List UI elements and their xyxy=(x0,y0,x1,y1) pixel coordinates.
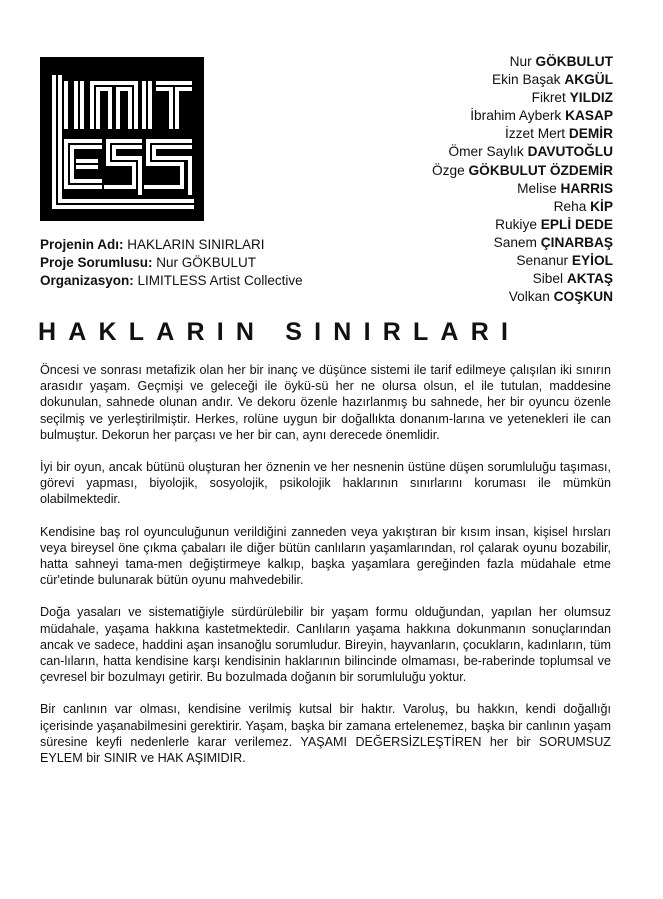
body-paragraph: İyi bir oyun, ancak bütünü oluşturan her öznenin ve her nesnenin üstüne düşen sorumluluğu taşıması, görevi yapması, biyolojik, sosyolojik, psikolojik haklarının sınırlarını koruması ile mümkün olabilmektedir. xyxy=(40,460,611,507)
participant xyxy=(353,252,613,270)
participant xyxy=(353,234,613,252)
participant-last-name: AKGÜL xyxy=(564,72,613,88)
project-lead-row xyxy=(40,254,370,272)
participant-last-name: GÖKBULUT xyxy=(535,54,613,69)
participant-first-name: Fikret xyxy=(531,90,570,106)
participant-first-name: Senanur xyxy=(516,253,572,269)
project-lead-value: Nur GÖKBULUT xyxy=(152,255,257,270)
participant xyxy=(353,89,613,107)
participant xyxy=(353,125,613,143)
participant-last-name: ÇINARBAŞ xyxy=(540,234,613,250)
participant xyxy=(353,71,613,89)
participant-first-name: Ömer Saylık xyxy=(448,144,528,160)
participant-first-name: Nur xyxy=(509,54,536,69)
participant-last-name: KASAP xyxy=(565,108,613,124)
participant-last-name: COŞKUN xyxy=(553,289,613,305)
project-name-value: HAKLARIN SINIRLARI xyxy=(123,237,265,252)
participant xyxy=(353,180,613,198)
document-body xyxy=(40,362,611,782)
participant xyxy=(353,143,613,161)
participant xyxy=(353,162,613,180)
participant-last-name: HARRIS xyxy=(560,180,613,196)
participant-last-name: DAVUTOĞLU xyxy=(527,144,613,160)
participant-last-name: EPLİ DEDE xyxy=(540,216,613,232)
participant xyxy=(353,270,613,288)
participant-last-name: AKTAŞ xyxy=(566,271,613,287)
project-info xyxy=(40,236,370,290)
participant xyxy=(353,107,613,125)
participant-first-name: Reha xyxy=(553,198,591,214)
body-paragraph: Kendisine baş rol oyunculuğunun verildiğini zanneden veya yakıştıran bir kısım insan, kişisel hırsları veya bireysel öne çıkma çabaları ile diğer bütün canlıların yaşamlarından, rol çalarak oyunu bozabilir, hatta sahneyi tama-men değiştirmeye kalkıp, başka yaşamlara gereğinden fazla müdahale etme cür'etinde bulunarak bütün oyunu mahvedebilir. xyxy=(40,524,611,588)
participant-first-name: Sibel xyxy=(532,271,567,287)
organization-row xyxy=(40,272,370,290)
participant-last-name: DEMİR xyxy=(568,126,613,142)
participant-first-name: Özge xyxy=(432,162,469,178)
participant xyxy=(353,216,613,234)
participant-first-name: Volkan xyxy=(508,289,554,305)
project-name-row xyxy=(40,236,370,254)
participant-last-name: EYİOL xyxy=(571,253,613,269)
organization-label: Organizasyon: xyxy=(40,273,134,288)
participant xyxy=(353,288,613,306)
participant-last-name: KİP xyxy=(590,198,613,214)
body-paragraph: Öncesi ve sonrası metafizik olan her bir inanç ve düşünce sistemi ile tarif edilmeye çalışılan iki sınırın arasıdır yaşam. Geçmişi ve geleceği ile öykü-sü her ne olursa olsun, el ile tutulan, maddesine dokunulan, sahnede olunan andır. Ve dekoru özenle hazırlanmış bu sahnede, her bir oyuncu özenle seçilmiş ve yerleştirilmiştir. Herkes, rolüne uygun bir doğallıkta donanım-larına ve yetenekleri ile can bulmuştur. Dekorun her parçası ve her bir can, aynı derecede önemlidir. xyxy=(40,363,611,442)
participant-first-name: Ekin Başak xyxy=(492,72,565,88)
participant-last-name: GÖKBULUT ÖZDEMİR xyxy=(468,162,613,178)
participant-first-name: Sanem xyxy=(493,234,541,250)
participant-first-name: İbrahim Ayberk xyxy=(470,108,566,124)
participant xyxy=(353,198,613,216)
document-title: HAKLARIN SINIRLARI xyxy=(38,318,521,346)
participant-first-name: İzzet Mert xyxy=(505,126,569,142)
limitless-logo-mark xyxy=(40,57,204,221)
participant-last-name: YILDIZ xyxy=(569,90,613,106)
project-name-label: Projenin Adı: xyxy=(40,237,124,252)
participant-first-name: Melise xyxy=(517,180,561,196)
participant xyxy=(353,53,613,71)
participant-first-name: Rukiye xyxy=(495,216,541,232)
limitless-logo xyxy=(40,57,204,221)
organization-value: LIMITLESS Artist Collective xyxy=(133,273,303,288)
participants-list xyxy=(353,53,613,306)
body-paragraph: Doğa yasaları ve sistematiğiyle sürdürülebilir bir yaşam formu olduğundan, yapılan her olumsuz müdahale, yaşama hakkına kastetmektedir. Canlıların yaşama hakkına dokunmanın sonuçlarından ancak ve sadece, haddini aşan insanoğlu sorumludur. Bireyin, hayvanların, çocukların, kadınların, tüm can-lıların, hatta kendisine karşı kendisinin haklarının bilincinde olmaması, be-raberinde toplumsal ve çevresel bir bozulmayı getirir. Bu bozulmada doğanın bir sorumluluğu yoktur. xyxy=(40,605,611,685)
project-lead-label: Proje Sorumlusu: xyxy=(40,255,153,270)
body-paragraph: Bir canlının var olması, kendisine verilmiş kutsal bir haktır. Varoluş, bu hakkın, kendi doğallığı içerisinde yaşanabilmesini gerektirir. Yaşam, başka bir zamana ertelenemez, başka bir canlının yaşam süresine keyfi nedenlerle karar verilemez. YAŞAMI DEĞERSİZLEŞTİREN her bir SORUMSUZ EYLEM bir SINIR ve HAK AŞIMIDIR. xyxy=(40,702,611,766)
